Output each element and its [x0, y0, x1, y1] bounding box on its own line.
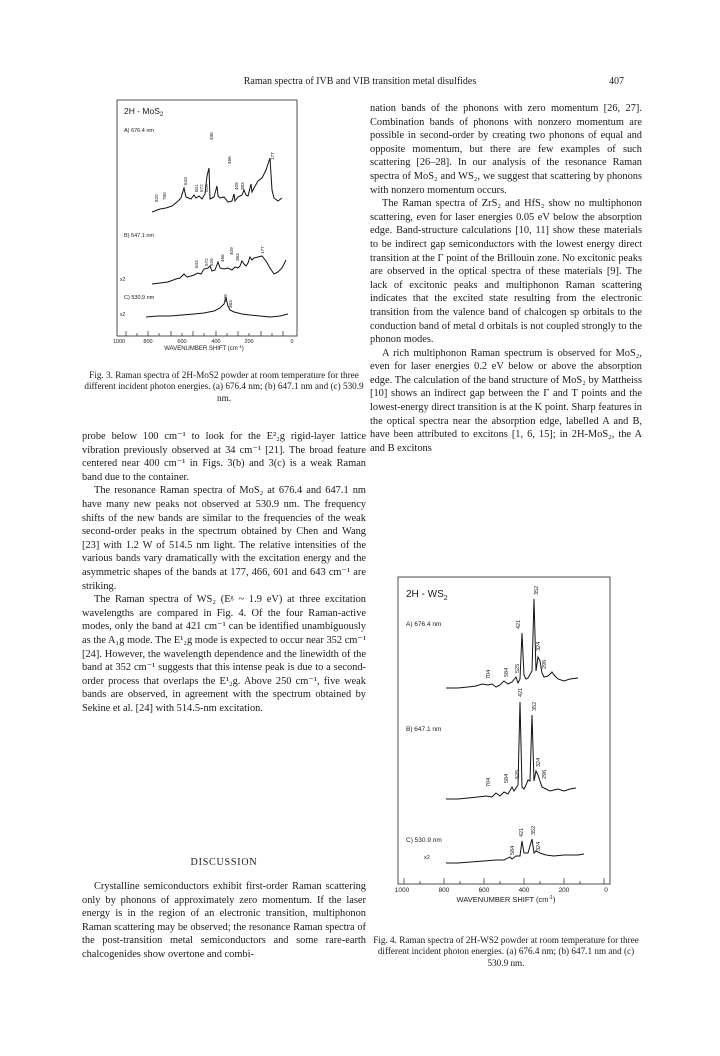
- peak-label: 324: [536, 841, 542, 851]
- x-tick-label: 200: [244, 339, 254, 345]
- peak-label: 421: [519, 827, 525, 837]
- figure-3-panel-c-scale: x2: [120, 312, 126, 318]
- peak-label: 466: [227, 156, 232, 164]
- page-number: 407: [609, 76, 624, 87]
- x-tick-label: 400: [211, 339, 221, 345]
- peak-label: 177: [270, 152, 275, 160]
- figure-4-panel-b-label: B) 647.1 nm: [406, 726, 442, 733]
- figure-3-x-ticks: [126, 331, 283, 336]
- peak-label: 643: [183, 177, 188, 185]
- figure-4-peak-labels-a: [486, 586, 548, 679]
- peak-label: 601: [194, 184, 199, 192]
- figure-3-panel-a-spectrum: [152, 158, 282, 212]
- figure-4-peak-labels-b: [486, 688, 548, 787]
- figure-3-panel-a-label: A) 676.4 nm: [124, 128, 154, 134]
- peak-label: 383: [235, 253, 240, 261]
- peak-label: 704: [486, 669, 492, 679]
- figure-3-panel-b-label: B) 647.1 nm: [124, 233, 154, 239]
- peak-label: 498: [209, 132, 214, 140]
- peak-label: 820: [154, 194, 159, 202]
- x-tick-label: 0: [604, 887, 608, 894]
- peak-label: 324: [536, 757, 542, 767]
- peak-label: 409: [223, 294, 228, 302]
- peak-label: 525: [515, 769, 521, 779]
- peak-label: 584: [504, 773, 510, 783]
- peak-label: 352: [532, 701, 538, 711]
- figure-4: [388, 575, 614, 902]
- x-tick-label: 0: [290, 339, 294, 345]
- peak-label: 572: [204, 258, 209, 266]
- right-column: [370, 102, 642, 455]
- x-tick-label: 1000: [112, 339, 126, 345]
- figure-4-caption: Fig. 4. Raman spectra of 2H-WS2 powder at room temperature for three different incident photon energies. (a) 676.4 nm; (b) 647.1 nm and (c) 530.9 nm.: [373, 935, 639, 968]
- x-tick-label: 200: [558, 887, 570, 894]
- peak-label: 409: [234, 182, 239, 190]
- figure-3: [114, 98, 300, 350]
- figure-4-panel-a-spectrum: [446, 599, 578, 688]
- figure-3-panel-b-scale: x2: [120, 277, 126, 283]
- left-paragraph-2: The resonance Raman spectra of MoS₂ at 676.4 and 647.1 nm have many new peaks not observed at 530.9 nm. The frequency shifts of the new bands are similar to the frequencies of the weak second-order peaks in the spectrum obtained by Chen and Wang [23] with 1.2 W of 514.5 nm light. The relative intensities of the various bands vary dramatically with the excitation energy and the asymmetric shapes of the bands at 177, 466, 601 and 643 cm⁻¹ are striking.: [82, 485, 366, 592]
- figure-4-peak-labels-c: [510, 826, 542, 855]
- right-paragraph-3: A rich multiphonon Raman spectrum is observed for MoS₂, even for laser energies 0.2 eV below or above the absorption edge. The calculation of the band structure of MoS₂ by Mattheiss [10] shows an indirect gap between the Γ and T points and the lowest-energy direct transition is at the K point. Sharp features in the optical spectra near the absorption edge, labelled A and B, have been attributed to excitons [1, 6, 15]; in 2H-MoS₂, the A and B excitons: [370, 347, 642, 454]
- figure-3-x-axis-title: WAVENUMBER SHIFT $(cm^{-1})$: [164, 344, 244, 352]
- peak-label: 352: [534, 585, 540, 595]
- figure-3-peak-labels-a: [154, 132, 275, 202]
- figure-3-panel-b-spectrum: [152, 256, 286, 284]
- peak-label: 383: [228, 300, 233, 308]
- peak-label: 296: [542, 769, 548, 779]
- peak-label: 643: [194, 260, 199, 268]
- figure-4-x-axis-title: WAVENUMBER SHIFT $(cm^{-1})$: [456, 895, 556, 904]
- figure-4-plot: [388, 575, 614, 902]
- peak-label: 324: [536, 641, 542, 651]
- peak-label: 526: [209, 258, 214, 266]
- figure-3-peak-labels-b: [194, 246, 265, 268]
- figure-4-panel-c-scale: x2: [424, 855, 430, 861]
- figure-4-x-ticks: [404, 878, 604, 884]
- figure-3-x-tick-labels: [113, 339, 294, 345]
- peak-label: 177: [260, 246, 265, 254]
- peak-label: 704: [486, 777, 492, 787]
- figure-4-panel-a-label: A) 676.4 nm: [406, 621, 442, 628]
- x-tick-label: 800: [143, 339, 153, 345]
- peak-label: 352: [531, 825, 537, 835]
- peak-label: 780: [162, 192, 167, 200]
- x-tick-label: 1000: [394, 887, 410, 894]
- peak-label: 572: [199, 184, 204, 192]
- left-paragraph-3: The Raman spectra of WS₂ (Eᵍ ~ 1.9 eV) at three excitation wavelengths are compared in Fig. 4. Of the four Raman-active modes, only the band at 421 cm⁻¹ can be identified unambiguously as the A₁g mode. The E¹₂g mode is expected to occur near 352 cm⁻¹ [24]. However, the wavelength dependence and the linewidth of the band at 352 cm⁻¹ suggests that this intense peak is due to a second-order process that overlaps the E¹₂g. Above 250 cm⁻¹, five weak bands are observed, in agreement with the spectrum obtained by Sekine et al. [24] with 514.5-nm excitation.: [82, 594, 366, 714]
- left-paragraph-4: Crystalline semiconductors exhibit first-order Raman scattering only by phonons of approximately zero momentum. If the laser energy is in the region of an electronic transition, multiphonon Raman scattering may be observed; the resonance Raman spectra of the post-transition metal semiconductors and some rare-earth chalcogenides show overtone and combi-: [82, 881, 366, 960]
- figure-3-plot: [114, 98, 300, 350]
- section-heading-discussion: DISCUSSION: [190, 857, 258, 868]
- figure-3-peak-labels-c: [223, 294, 233, 308]
- figure-3-caption: Fig. 3. Raman spectra of 2H-MoS2 powder at room temperature for three different incident photon energies. (a) 676.4 nm; (b) 647.1 nm and (c) 530.9 nm.: [84, 370, 364, 403]
- figure-4-compound: $2H - WS_2$: [406, 589, 448, 602]
- figure-3-panel-c-label: C) 530.9 nm: [124, 295, 155, 301]
- running-head-title: Raman spectra of IVB and VIB transition metal disulfides: [243, 76, 477, 87]
- right-paragraph-1: nation bands of the phonons with zero momentum [26, 27]. Combination bands of phonons with nonzero momentum are possible in second-order by creating two phonons of equal and opposite momentum, but there are few examples of such scattering [26–28]. In our analysis of the resonance Raman spectra of MoS₂ and WS₂, we suggest that scattering by phonons with nonzero momentum occurs.: [370, 103, 642, 196]
- left-column-bottom: [82, 880, 366, 962]
- x-tick-label: 400: [518, 887, 530, 894]
- peak-label: 584: [510, 845, 516, 855]
- peak-label: 584: [504, 667, 510, 677]
- figure-4-panel-b-spectrum: [446, 702, 576, 799]
- peak-label: 526: [204, 184, 209, 192]
- x-tick-label: 800: [438, 887, 450, 894]
- x-tick-label: 600: [177, 339, 187, 345]
- peak-label: 383: [240, 182, 245, 190]
- peak-label: 296: [542, 659, 548, 669]
- peak-label: 421: [516, 619, 522, 629]
- left-paragraph-1: probe below 100 cm⁻¹ to look for the E²₂g rigid-layer lattice vibration previously observed at 34 cm⁻¹ [21]. The broad feature centered near 400 cm⁻¹ in Figs. 3(b) and 3(c) is a weak Raman band due to the container.: [82, 431, 366, 483]
- x-tick-label: 600: [478, 887, 490, 894]
- running-head: [0, 76, 720, 92]
- left-column: [82, 430, 366, 715]
- peak-label: 409: [229, 247, 234, 255]
- peak-label: 525: [515, 663, 521, 673]
- figure-3-compound: 2H - MoS$_2$: [124, 106, 164, 118]
- figure-3-panel-c-spectrum: [146, 298, 288, 317]
- figure-4-x-tick-labels: [395, 887, 608, 894]
- peak-label: 421: [518, 687, 524, 697]
- right-paragraph-2: The Raman spectra of ZrS₂ and HfS₂ show no multiphonon scattering, even for laser energies 0.05 eV below the absorption edge. Band-structure calculations [10, 11] show these materials to be indirect gap semiconductors with the lowest energy direct transition at the Γ point of the Brillouin zone. No excitonic peaks are observed in the optical spectra of these materials [9]. The lack of excitonic peaks and multiphonon Raman scattering indicates that the excited state resulting from the electronic transition from the valence band of chalcogen sp orbitals to the conduction band of metal d orbitals is not coupled strongly to the phonon modes.: [370, 198, 642, 346]
- peak-label: 466: [220, 254, 225, 262]
- figure-4-panel-c-label: C) 530.9 nm: [406, 837, 442, 844]
